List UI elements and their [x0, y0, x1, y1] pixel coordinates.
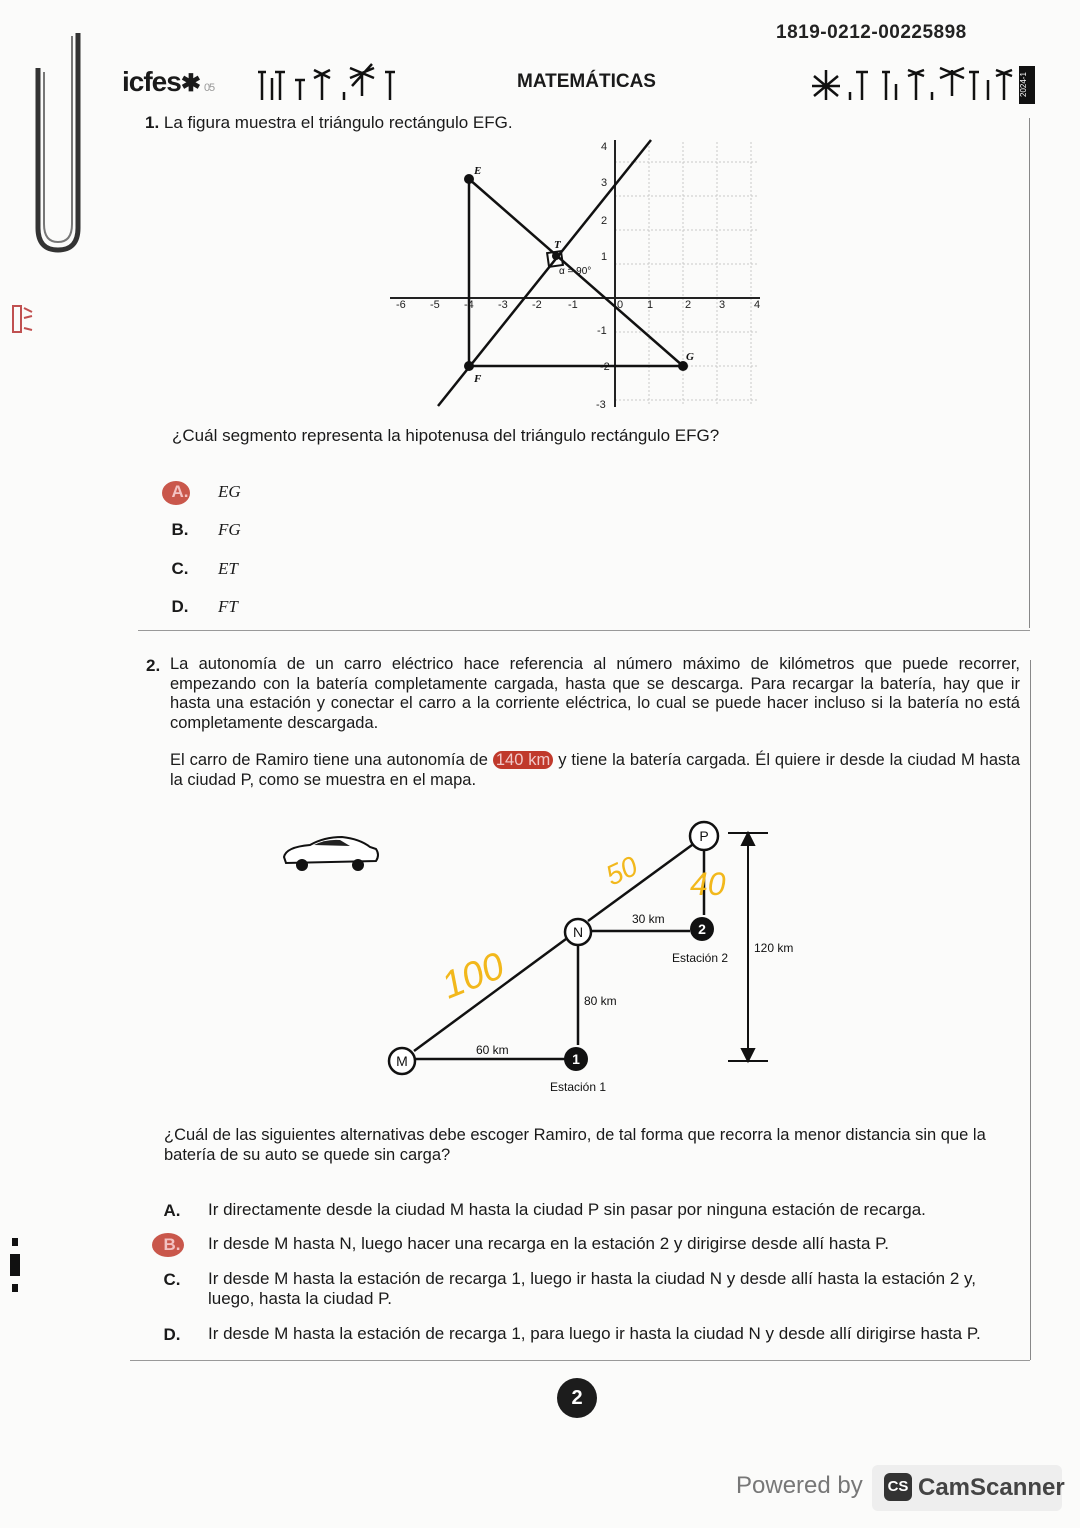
station-2-label: Estación 2 [672, 951, 729, 965]
q2-option-d[interactable]: Ir desde M hasta la estación de recarga 1, para luego ir hasta la ciudad N y desde allí dirigirse hasta P. [208, 1324, 981, 1343]
q1-option-c[interactable]: ET [218, 559, 238, 578]
y-tick: -3 [596, 399, 606, 411]
x-tick: 4 [754, 299, 761, 311]
q2-paragraph-2: El carro de Ramiro tiene una autonomía de 140 km y tiene la batería cargada. Él quiere ir desde la ciudad M hasta la ciudad P, como se muestra en el mapa. [170, 751, 1021, 789]
x-tick: 3 [719, 299, 726, 311]
q1-statement: 1. La figura muestra el triángulo rectángulo EFG. [145, 113, 513, 132]
q2-option-a-letter: A. [163, 1201, 181, 1220]
station-1-label: Estación 1 [550, 1080, 607, 1094]
y-tick: 3 [601, 177, 608, 189]
x-tick: 1 [647, 299, 654, 311]
city-p-label: P [699, 828, 709, 844]
document-serial: 1819-0212-00225898 [776, 22, 967, 43]
q1-triangle-figure [388, 132, 768, 412]
distance-n-2: 30 km [632, 912, 665, 926]
point-f [464, 361, 474, 371]
y-tick: -1 [597, 325, 607, 337]
camscanner-brand: CamScanner [918, 1474, 1065, 1501]
x-tick: 2 [685, 299, 692, 311]
handwritten-50: 50 [600, 850, 643, 892]
handwritten-40: 40 [690, 866, 726, 902]
session-badge: 2024-1 [1019, 66, 1035, 104]
q1-option-b[interactable]: FG [218, 520, 241, 539]
q2-paragraph-1: La autonomía de un carro eléctrico hace referencia al número máximo de kilómetros que puede recorrer, empezando con la batería completamente cargada, hasta que se descarga. Para recargar la batería, hay que ir hasta una estación y conectar el carro a la corriente eléctrica, lo cual se puede hacer incluso si la batería no está completamente descargada. [170, 655, 1020, 732]
decorative-palms-right-icon [812, 66, 1012, 102]
camscanner-logo-icon: CS [884, 1473, 912, 1501]
q1-option-a-letter: A. [171, 482, 189, 501]
x-tick: -2 [532, 299, 542, 311]
y-tick: 4 [601, 141, 608, 153]
side-barcode-icon [6, 1238, 26, 1298]
label-e: E [474, 165, 482, 177]
paperclip-icon [28, 28, 88, 258]
x-tick: -3 [498, 299, 508, 311]
q2-frame-right [1030, 660, 1031, 1360]
q1-option-d[interactable]: FT [218, 597, 238, 616]
y-tick: 1 [601, 251, 608, 263]
q1-option-c-letter: C. [171, 559, 189, 578]
label-g: G [686, 351, 694, 363]
y-tick: 2 [601, 215, 608, 227]
q2-option-c[interactable]: Ir desde M hasta la estación de recarga 1, luego ir hasta la ciudad N y desde allí hasta la estación 2 y, luego, hasta la ciudad P. [208, 1269, 976, 1308]
x-tick: -6 [396, 299, 406, 311]
x-tick: 0 [617, 299, 624, 311]
label-t: T [554, 239, 561, 251]
station-1-number: 1 [572, 1051, 580, 1067]
q1-option-d-letter: D. [171, 597, 189, 616]
icfes-logo: icfes✱ 05 [122, 66, 215, 97]
car-icon [284, 837, 378, 871]
q2-option-d-letter: D. [163, 1325, 181, 1344]
label-f: F [474, 373, 482, 385]
city-m-label: M [396, 1053, 408, 1069]
point-e [464, 174, 474, 184]
y-tick: -2 [600, 361, 610, 373]
side-stamp-icon [10, 302, 36, 336]
q2-route-map [280, 815, 794, 1100]
q2-frame-bottom [130, 1360, 1030, 1361]
distance-m-1: 60 km [476, 1043, 509, 1057]
powered-by-text: Powered by [736, 1472, 863, 1499]
distance-height: 120 km [754, 941, 794, 955]
highlight-140km: 140 km [493, 751, 553, 769]
q2-option-b-letter: B. [163, 1235, 181, 1254]
q1-question: ¿Cuál segmento representa la hipotenusa del triángulo rectángulo EFG? [172, 426, 720, 445]
q2-option-a[interactable]: Ir directamente desde la ciudad M hasta la ciudad P sin pasar por ninguna estación de recarga. [208, 1200, 926, 1219]
decorative-palms-icon [258, 66, 398, 102]
station-2-number: 2 [698, 921, 706, 937]
q1-frame-bottom [138, 630, 1030, 631]
q2-option-c-letter: C. [163, 1270, 181, 1289]
q2-question: ¿Cuál de las siguientes alternativas debe escoger Ramiro, de tal forma que recorra la menor distancia sin que la batería de su auto se quede sin carga? [164, 1126, 986, 1164]
page-title: MATEMÁTICAS [517, 71, 656, 92]
q1-option-a[interactable]: EG [218, 482, 241, 501]
handwritten-100: 100 [435, 944, 511, 1008]
q1-frame-right [1029, 118, 1030, 628]
page-number: 2 [557, 1378, 597, 1418]
q2-option-b[interactable]: Ir desde M hasta N, luego hacer una recarga en la estación 2 y dirigirse desde allí hasta P. [208, 1234, 890, 1253]
point-t [552, 252, 560, 260]
city-n-label: N [572, 924, 584, 940]
angle-label: α = 90° [559, 266, 592, 277]
distance-1-n: 80 km [584, 994, 617, 1008]
q2-number: 2. [146, 656, 161, 675]
x-tick: -1 [568, 299, 578, 311]
x-tick: -5 [430, 299, 440, 311]
x-tick: -4 [464, 299, 474, 311]
q1-option-b-letter: B. [171, 520, 189, 539]
